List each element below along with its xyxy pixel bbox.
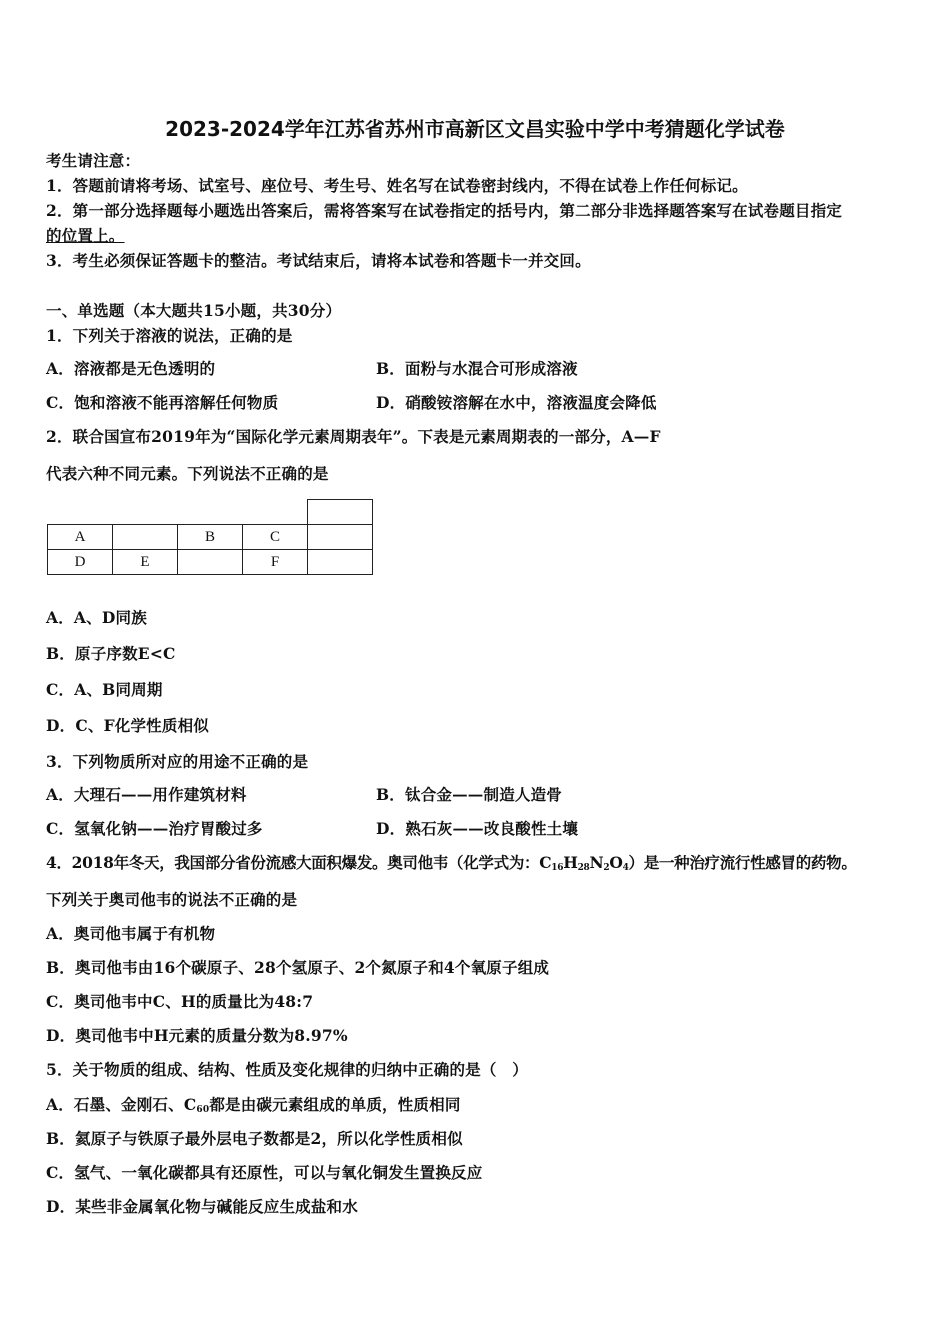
option: B．氦原子与铁原子最外层电子数都是2，所以化学性质相似: [46, 1129, 463, 1148]
stem-text: ）是一种治疗流行性感冒的药物。: [628, 853, 857, 872]
table-cell: D: [48, 550, 113, 575]
option-text: A．石墨、金刚石、C: [46, 1095, 197, 1114]
option: C．A、B同周期: [46, 680, 163, 699]
option: A．溶液都是无色透明的: [46, 359, 216, 378]
notice-item: 2．第一部分选择题每小题选出答案后，需将答案写在试卷指定的括号内，第二部分非选择题答案写在试卷题目指定: [46, 201, 842, 220]
periodic-table-fragment: [47, 499, 373, 575]
formula-element: C: [539, 853, 552, 872]
notice-item-text: 的位置上。: [46, 226, 125, 245]
question-stem: 下列关于奥司他韦的说法不正确的是: [46, 890, 298, 909]
table-cell: [113, 525, 178, 550]
option: D．熟石灰——改良酸性土壤: [376, 819, 579, 838]
table-cell: F: [243, 550, 308, 575]
table-cell: [308, 525, 373, 550]
option: D．某些非金属氧化物与碱能反应生成盐和水: [46, 1197, 358, 1216]
option: C．奥司他韦中C、H的质量比为48:7: [46, 992, 314, 1011]
formula-subscript: 2: [603, 863, 610, 873]
notice-heading: 考生请注意：: [46, 151, 141, 170]
table-cell: E: [113, 550, 178, 575]
question-stem: 5．关于物质的组成、结构、性质及变化规律的归纳中正确的是（ ）: [46, 1060, 528, 1079]
table-cell: [308, 550, 373, 575]
option: C．饱和溶液不能再溶解任何物质: [46, 393, 279, 412]
option: B．奥司他韦由16个碳原子、28个氢原子、2个氮原子和4个氧原子组成: [46, 958, 550, 977]
option: B．面粉与水混合可形成溶液: [376, 359, 578, 378]
formula-subscript: 4: [622, 863, 629, 873]
option: C．氢氧化钠——治疗胃酸过多: [46, 819, 263, 838]
option: C．氢气、一氧化碳都具有还原性，可以与氧化铜发生置换反应: [46, 1163, 483, 1182]
question-stem: [46, 853, 857, 878]
formula-subscript: 16: [551, 863, 564, 873]
formula-element: H: [563, 853, 578, 872]
option: A．奥司他韦属于有机物: [46, 924, 216, 943]
table-cell: [308, 500, 373, 525]
stem-text: 4．2018年冬天，我国部分省份流感大面积爆发。奥司他韦（化学式为：: [46, 853, 540, 872]
notice-item: 3．考生必须保证答题卡的整洁。考试结束后，请将本试卷和答题卡一并交回。: [46, 251, 591, 270]
option: D．奥司他韦中H元素的质量分数为8.97%: [46, 1026, 348, 1045]
formula-element: O: [609, 853, 623, 872]
formula: [539, 853, 628, 872]
table-cell: C: [243, 525, 308, 550]
formula-element: N: [589, 853, 604, 872]
section-heading: 一、单选题（本大题共15小题，共30分）: [46, 301, 342, 320]
question-stem: 2．联合国宣布2019年为“国际化学元素周期表年”。下表是元素周期表的一部分，A—F: [46, 427, 661, 446]
notice-item: 1．答题前请将考场、试室号、座位号、考生号、姓名写在试卷密封线内，不得在试卷上作任何标记。: [46, 176, 748, 195]
table-cell: A: [48, 525, 113, 550]
question-stem: 代表六种不同元素。下列说法不正确的是: [46, 464, 329, 483]
option-text: 都是由碳元素组成的单质，性质相同: [209, 1095, 461, 1114]
option: [46, 1095, 461, 1120]
notice-item: [46, 226, 125, 246]
option: B．原子序数E<C: [46, 644, 176, 663]
page-title: 2023-2024学年江苏省苏州市高新区文昌实验中学中考猜题化学试卷: [165, 117, 785, 141]
table-cell: B: [178, 525, 243, 550]
formula-subscript: 60: [196, 1105, 210, 1115]
option: A．大理石——用作建筑材料: [46, 785, 247, 804]
table-cell: [178, 550, 243, 575]
option: D．C、F化学性质相似: [46, 716, 209, 735]
option: B．钛合金——制造人造骨: [376, 785, 563, 804]
option: D．硝酸铵溶解在水中，溶液温度会降低: [376, 393, 657, 412]
question-stem: 1．下列关于溶液的说法，正确的是: [46, 326, 293, 345]
option: A．A、D同族: [46, 608, 147, 627]
question-stem: 3．下列物质所对应的用途不正确的是: [46, 752, 309, 771]
formula-subscript: 28: [577, 863, 590, 873]
